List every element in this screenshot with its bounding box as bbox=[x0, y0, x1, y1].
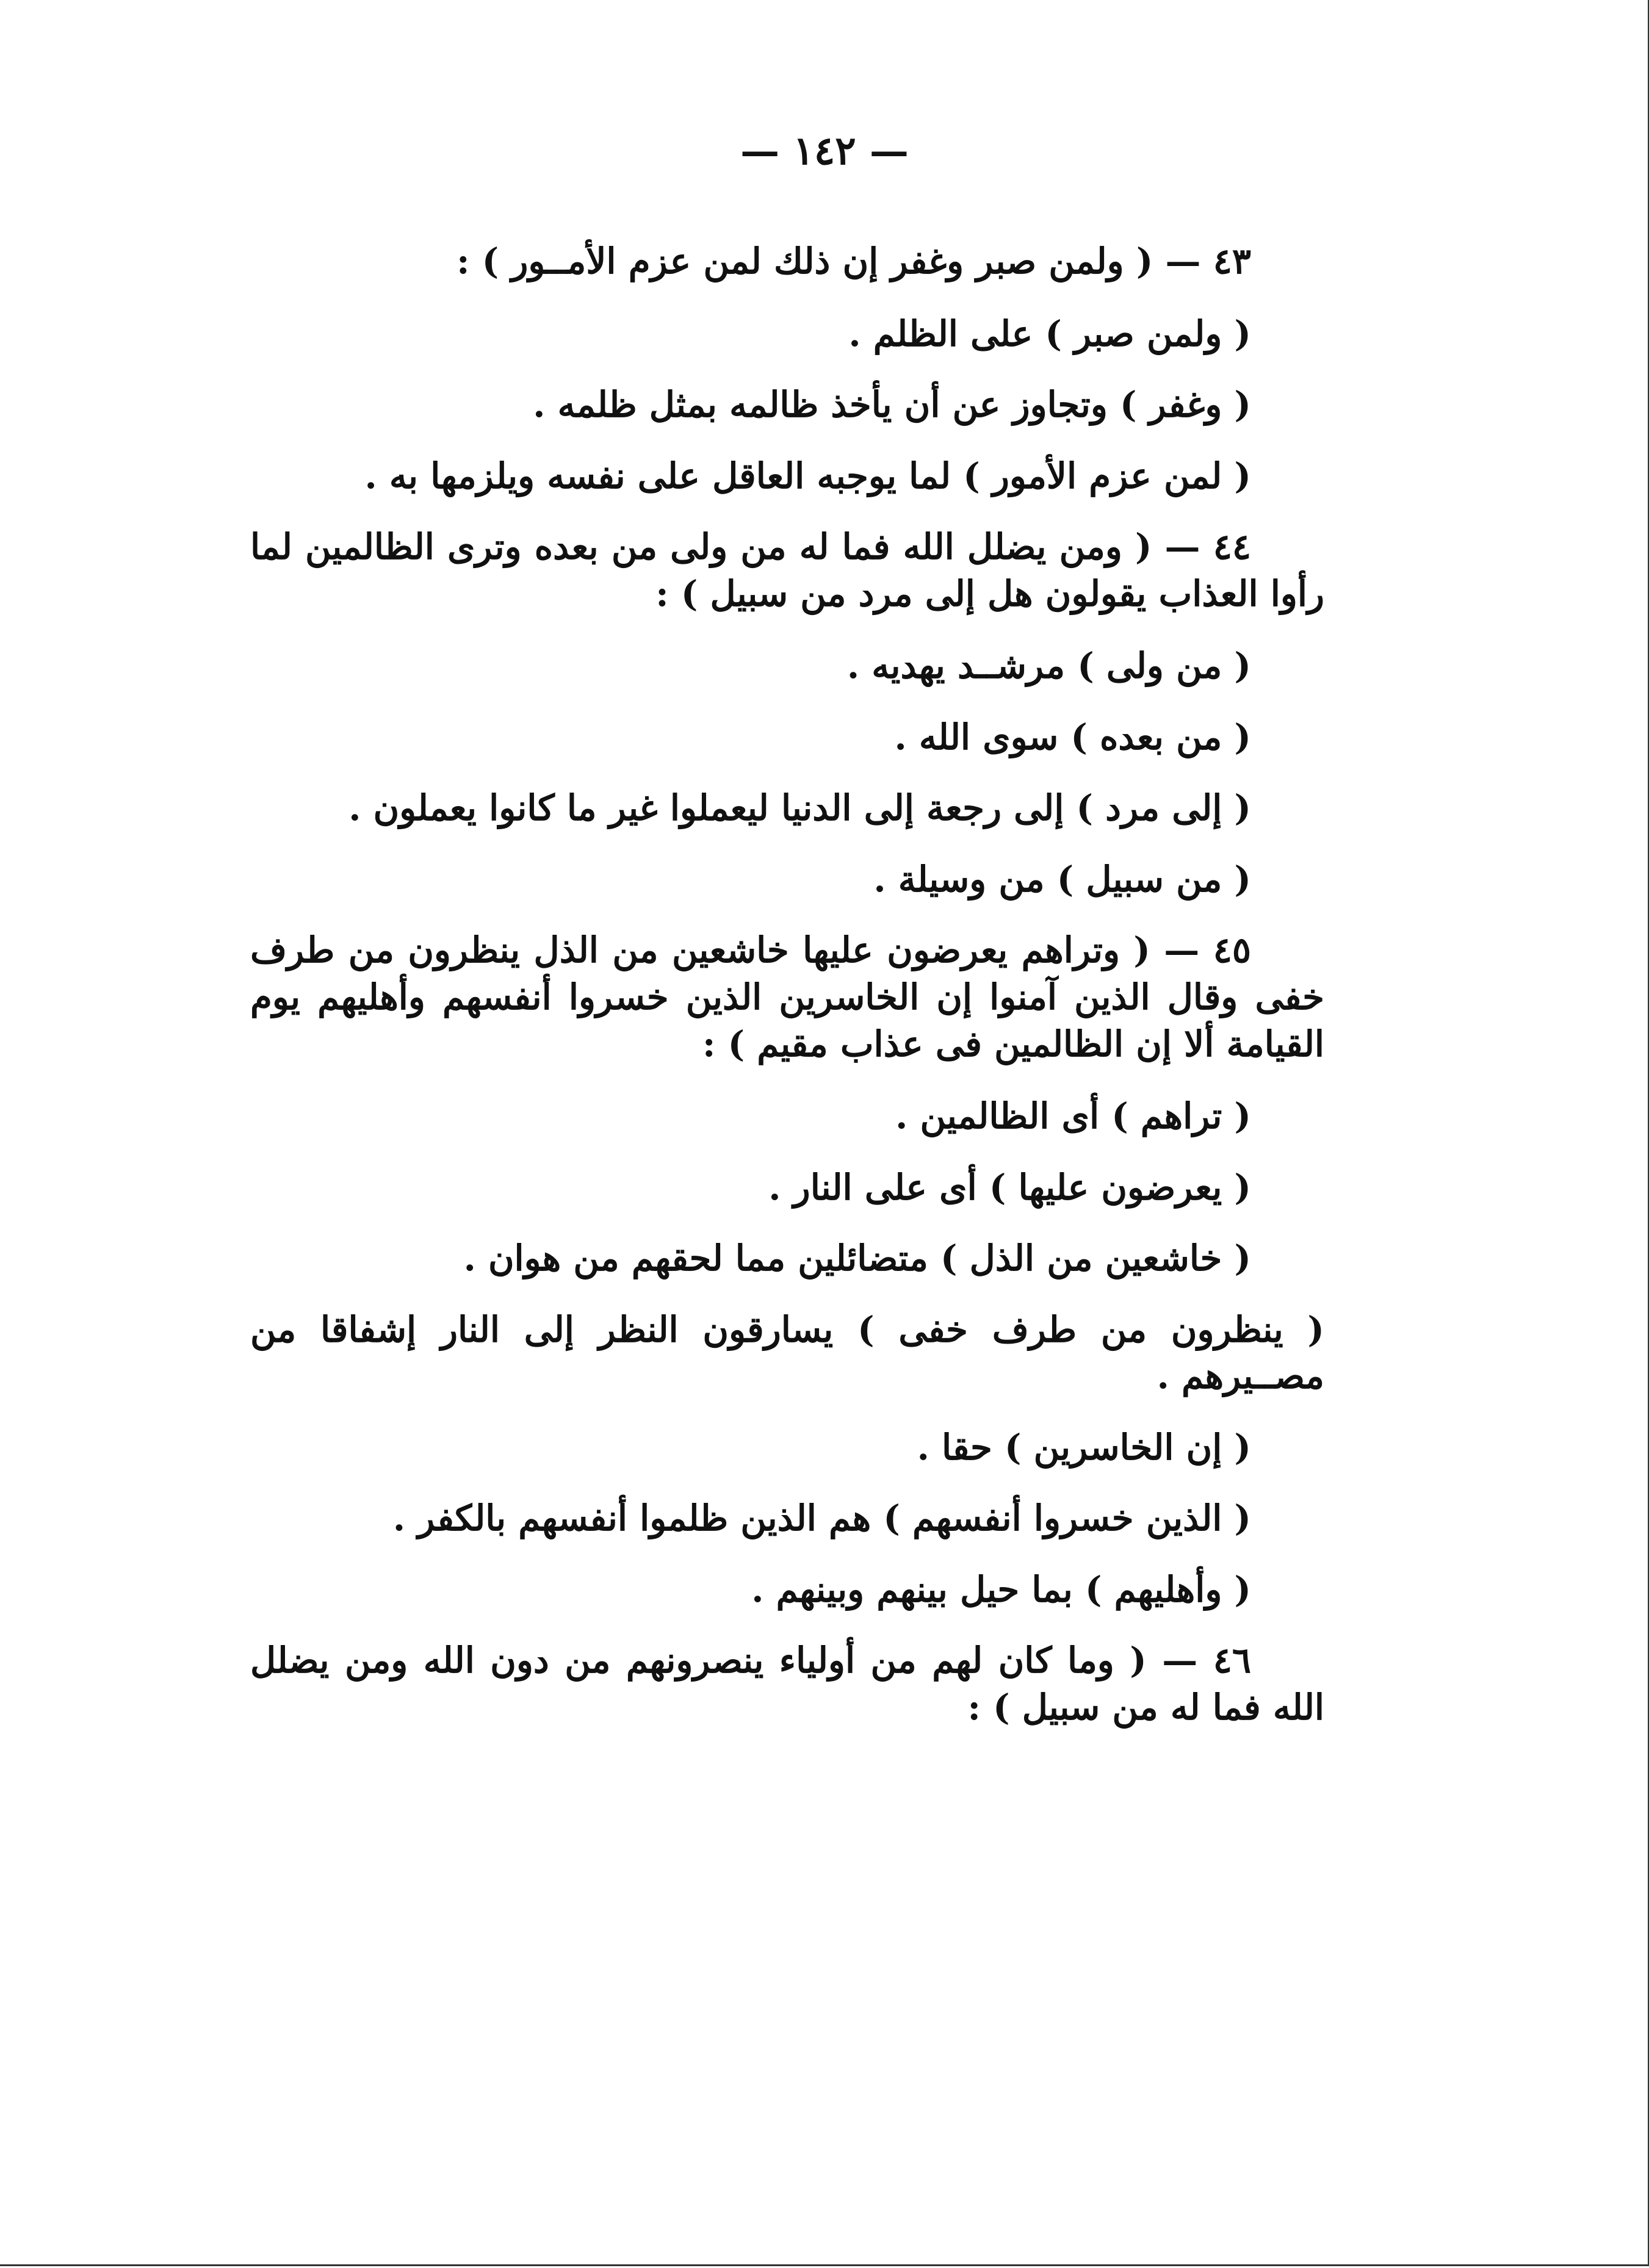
gloss-item: ( إلى مرد ) إلى رجعة إلى الدنيا ليعملوا غير ما كانوا يعملون . bbox=[348, 787, 1251, 829]
verse-44: ٤٤ — ( ومن يضلل الله فما له من ولى من بعده وترى الظالمين لما رأوا العذاب يقولون هل إلى مرد من سبيل ) : bbox=[250, 526, 1324, 614]
page-number: — ١٤٢ — bbox=[740, 128, 909, 174]
gloss-item: ( من سبيل ) من وسيلة . bbox=[873, 858, 1251, 900]
verse-45: ٤٥ — ( وتراهم يعرضون عليها خاشعين من الذل ينظرون من طرف خفى وقال الذين آمنوا إن الخاسرين الذين خسروا أنفسهم وأهليهم يوم القيامة ألا إن الظالمين فى عذاب مقيم ) : bbox=[250, 929, 1324, 1065]
gloss-item: ( إن الخاسرين ) حقا . bbox=[917, 1426, 1251, 1468]
page-content bbox=[250, 238, 1324, 1757]
gloss-item: ( من ولى ) مرشــد يهديه . bbox=[846, 645, 1251, 687]
gloss-item: ( من بعده ) سوى الله . bbox=[894, 716, 1251, 758]
verse-43: ٤٣ — ( ولمن صبر وغفر إن ذلك لمن عزم الأمــور ) : bbox=[456, 240, 1251, 282]
gloss-item: ( خاشعين من الذل ) متضائلين مما لحقهم من هوان . bbox=[463, 1237, 1251, 1280]
gloss-item: ( ولمن صبر ) على الظلم . bbox=[848, 312, 1251, 355]
gloss-item: ( وغفر ) وتجاوز عن أن يأخذ ظالمه بمثل ظلمه . bbox=[533, 384, 1251, 426]
gloss-item: ( الذين خسروا أنفسهم ) هم الذين ظلموا أنفسهم بالكفر . bbox=[392, 1497, 1251, 1539]
gloss-item: ( يعرضون عليها ) أى على النار . bbox=[768, 1166, 1251, 1208]
gloss-item: ( تراهم ) أى الظالمين . bbox=[895, 1095, 1251, 1137]
gloss-item: ( لمن عزم الأمور ) لما يوجبه العاقل على نفسه ويلزمها به . bbox=[364, 455, 1251, 497]
verse-46: ٤٦ — ( وما كان لهم من أولياء ينصرونهم من دون الله ومن يضلل الله فما له من سبيل ) : bbox=[250, 1640, 1324, 1729]
gloss-item: ( وأهليهم ) بما حيل بينهم وبينهم . bbox=[751, 1568, 1251, 1610]
gloss-item: ( ينظرون من طرف خفى ) يسارقون النظر إلى النار إشفاقا من مصــيرهم . bbox=[250, 1308, 1324, 1397]
